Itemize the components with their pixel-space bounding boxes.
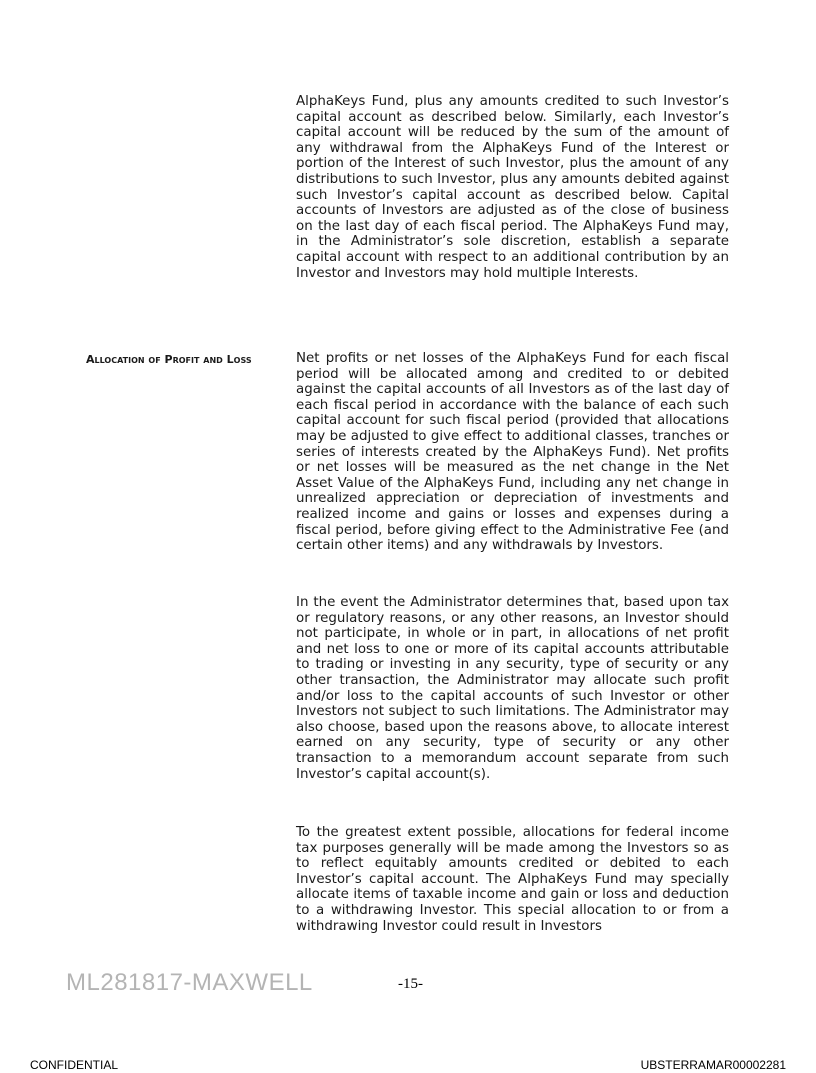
bates-watermark: ML281817-MAXWELL (66, 969, 313, 996)
page-number: -15- (398, 976, 423, 992)
allocation-paragraph-1: Net profits or net losses of the AlphaKeys Fund for each fiscal period will be allocated among and credited to or debited against the capital accounts of all Investors as of the last day of each fiscal period in accordance with the balance of each such capital account for such fiscal period (provided that allocations may be adjusted to give effect to additional classes, tranches or series of interests created by the AlphaKeys Fund). Net profits or net losses will be measured as the net change in the Net Asset Value of the AlphaKeys Fund, including any net change in unrealized appreciation or depreciation of investments and realized income and gains or losses and expenses during a fiscal period, before giving effect to the Administrative Fee (and certain other items) and any withdrawals by Investors. (296, 351, 729, 554)
allocation-paragraph-2: In the event the Administrator determines that, based upon tax or regulatory reasons, or any other reasons, an Investor should not participate, in whole or in part, in allocations of net profit and net loss to one or more of its capital accounts attributable to trading or investing in any security, type of security or any other transaction, the Administrator may allocate such profit and/or loss to the capital accounts of such Investor or other Investors not subject to such limitations. The Administrator may also choose, based upon the reasons above, to allocate interest earned on any security, type of security or any other transaction to a memorandum account separate from such Investor’s capital account(s). (296, 595, 729, 782)
section-heading-allocation: Allocation of Profit and Loss (86, 353, 252, 366)
allocation-paragraph-3: To the greatest extent possible, allocations for federal income tax purposes generally will be made among the Investors so as to reflect equitably amounts credited or debited to each Investor’s capital account. The AlphaKeys Fund may specially allocate items of taxable income and gain or loss and deduction to a withdrawing Investor. This special allocation to or from a withdrawing Investor could result in Investors (296, 825, 729, 934)
continuation-paragraph: AlphaKeys Fund, plus any amounts credited to such Investor’s capital account as described below. Similarly, each Investor’s capital account will be reduced by the sum of the amount of any withdrawal from the AlphaKeys Fund of the Interest or portion of the Interest of such Investor, plus the amount of any distributions to such Investor, plus any amounts debited against such Investor’s capital account as described below. Capital accounts of Investors are adjusted as of the close of business on the last day of each fiscal period. The AlphaKeys Fund may, in the Administrator’s sole discretion, establish a separate capital account with respect to an additional contribution by an Investor and Investors may hold multiple Interests. (296, 94, 729, 281)
confidential-label: CONFIDENTIAL (30, 1058, 119, 1072)
bates-number: UBSTERRAMAR00002281 (640, 1058, 786, 1072)
